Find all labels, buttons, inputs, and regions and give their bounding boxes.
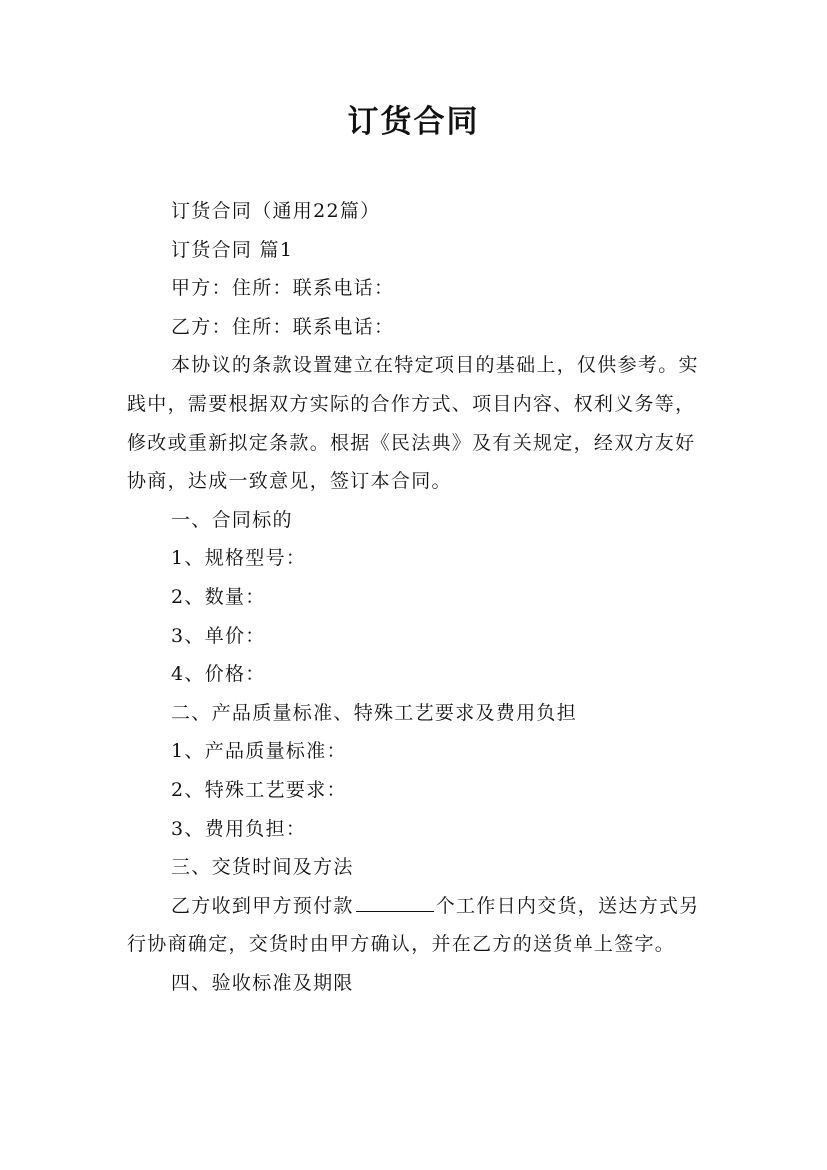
item-spec-model: 1、规格型号： [171,547,307,570]
heading-contract-subject: 一、合同标的 [171,508,293,531]
item-unit-price: 3、单价： [171,624,266,647]
paragraph-article-number: 订货合同 篇1 [171,238,294,261]
document-title: 订货合同 [347,104,480,140]
paragraph-party-a: 甲方：住所：联系电话： [171,277,395,300]
heading-acceptance: 四、验收标准及期限 [171,971,354,994]
delivery-text-after-blank: 个工作日内交货，送达方式另行协商确定，交货时由甲方确认，并在乙方的送货单上签字。 [127,894,700,956]
paragraph-intro: 本协议的条款设置建立在特定项目的基础上，仅供参考。实践中，需要根据双方实际的合作方式、项目内容、权利义务等，修改或重新拟定条款。根据《民法典》及有关规定，经双方友好协商，达成一致意见，签订本合同。 [127,354,699,493]
fill-in-blank [356,893,434,912]
item-quantity: 2、数量： [171,585,266,608]
paragraph-delivery [127,887,709,964]
heading-delivery: 三、交货时间及方法 [171,856,354,879]
paragraph-subtitle: 订货合同（通用22篇） [171,200,381,222]
item-price: 4、价格： [171,663,266,686]
paragraph-party-b: 乙方：住所：联系电话： [171,315,395,338]
document-body [127,192,709,1002]
heading-quality-standards: 二、产品质量标准、特殊工艺要求及费用负担 [171,701,578,724]
item-quality-standard: 1、产品质量标准： [171,740,347,763]
delivery-text-before-blank: 乙方收到甲方预付款 [171,894,354,917]
item-special-process: 2、特殊工艺要求： [171,778,347,801]
item-cost-burden: 3、费用负担： [171,817,307,840]
